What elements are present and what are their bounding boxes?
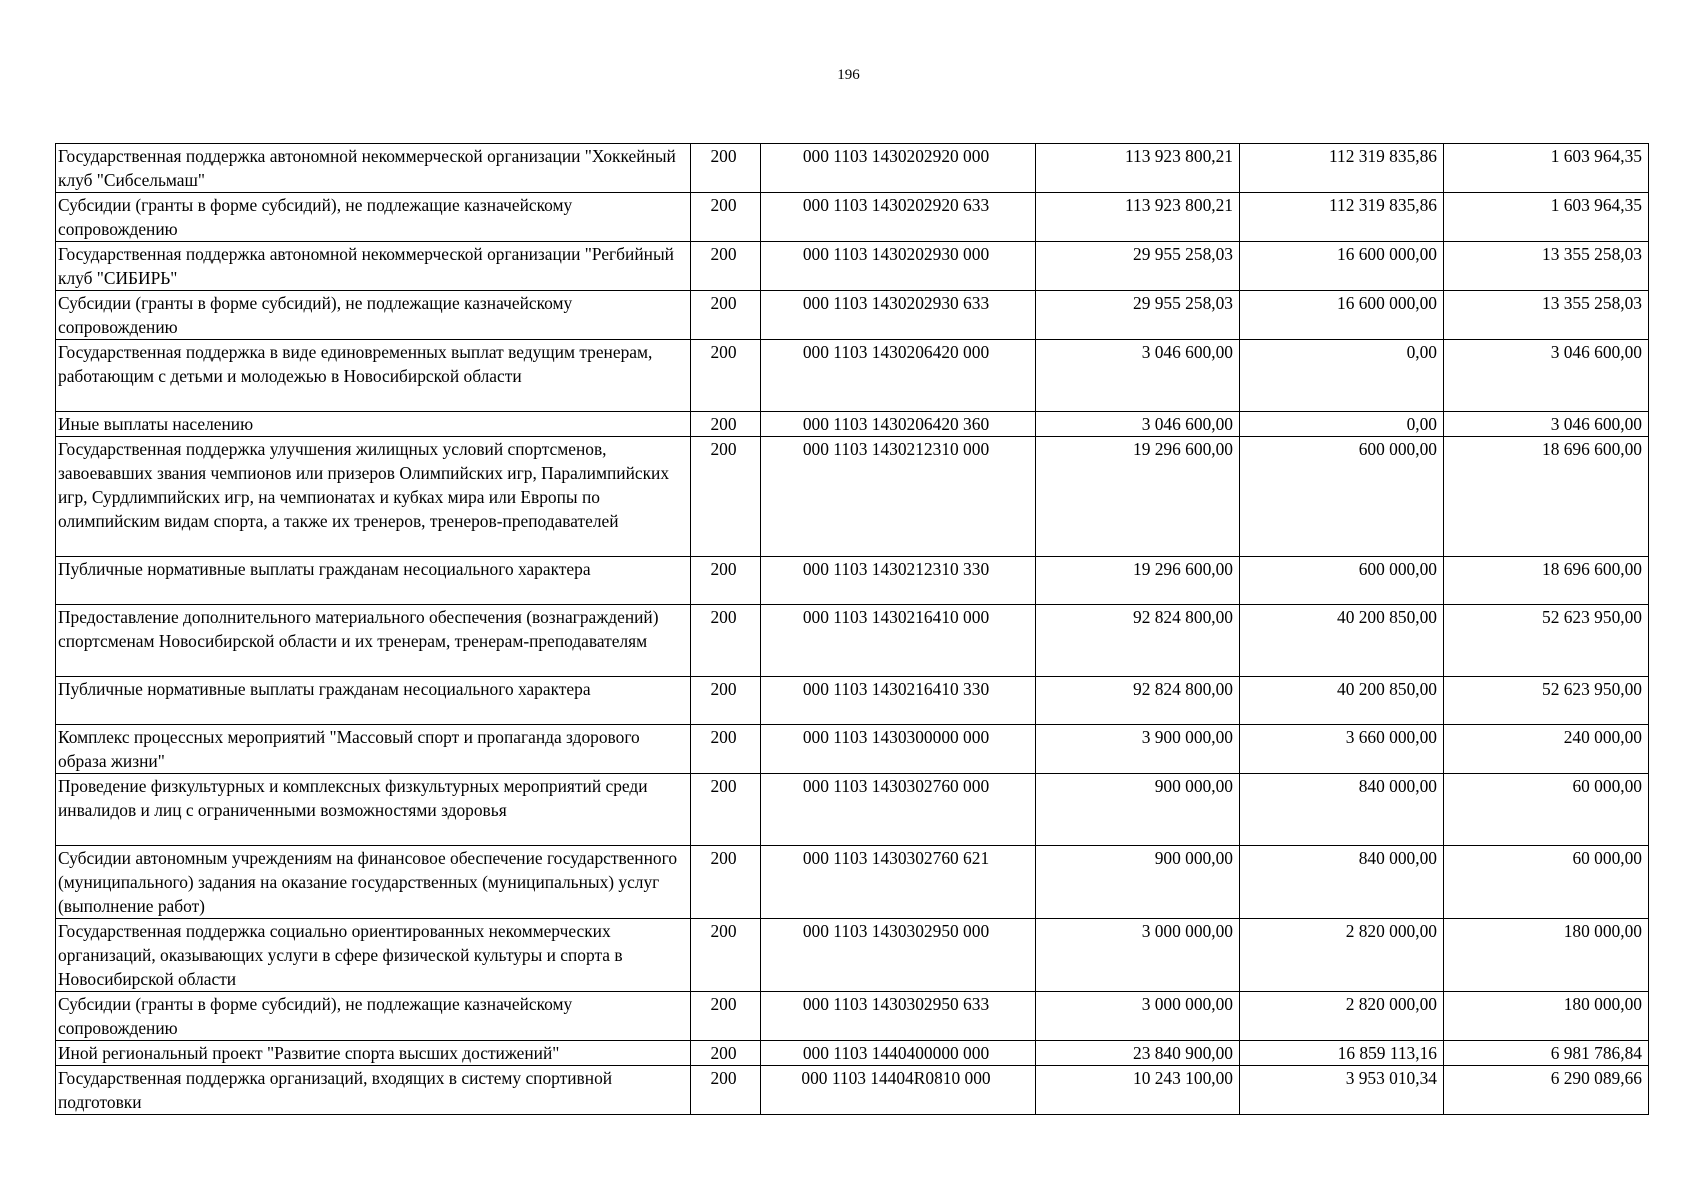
row-line-code-cell: 200	[691, 144, 761, 193]
row-unexecuted-amount-cell: 1 603 964,35	[1444, 193, 1649, 242]
row-budget-code-cell: 000 1103 1430302950 000	[761, 919, 1036, 992]
row-approved-amount-cell: 900 000,00	[1036, 774, 1240, 846]
row-name-cell: Иной региональный проект "Развитие спорта высших достижений"	[56, 1041, 691, 1066]
row-budget-code-cell: 000 1103 1430202920 000	[761, 144, 1036, 193]
row-executed-amount-cell: 840 000,00	[1240, 846, 1444, 919]
row-unexecuted-amount-cell: 6 290 089,66	[1444, 1066, 1649, 1115]
table-row	[56, 291, 1649, 340]
row-executed-amount-cell: 0,00	[1240, 340, 1444, 412]
row-budget-code-cell: 000 1103 1430212310 330	[761, 557, 1036, 605]
row-unexecuted-amount-cell: 60 000,00	[1444, 846, 1649, 919]
row-executed-amount-cell: 16 859 113,16	[1240, 1041, 1444, 1066]
row-executed-amount-cell: 16 600 000,00	[1240, 291, 1444, 340]
row-budget-code-cell: 000 1103 1430302760 621	[761, 846, 1036, 919]
row-name-cell: Субсидии (гранты в форме субсидий), не подлежащие казначейскому сопровождению	[56, 992, 691, 1041]
row-line-code-cell: 200	[691, 193, 761, 242]
row-budget-code-cell: 000 1103 1430302760 000	[761, 774, 1036, 846]
row-executed-amount-cell: 840 000,00	[1240, 774, 1444, 846]
row-name-cell: Государственная поддержка в виде единовременных выплат ведущим тренерам, работающим с детьми и молодежью в Новосибирской области	[56, 340, 691, 412]
row-line-code-cell: 200	[691, 340, 761, 412]
row-executed-amount-cell: 112 319 835,86	[1240, 144, 1444, 193]
row-unexecuted-amount-cell: 18 696 600,00	[1444, 437, 1649, 557]
table-row	[56, 1066, 1649, 1115]
table-row	[56, 605, 1649, 677]
table-row	[56, 992, 1649, 1041]
row-name-cell: Предоставление дополнительного материального обеспечения (вознаграждений) спортсменам Новосибирской области и их тренерам, тренерам-преподавателям	[56, 605, 691, 677]
row-unexecuted-amount-cell: 6 981 786,84	[1444, 1041, 1649, 1066]
row-unexecuted-amount-cell: 1 603 964,35	[1444, 144, 1649, 193]
row-name-cell: Иные выплаты населению	[56, 412, 691, 437]
row-name-cell: Проведение физкультурных и комплексных физкультурных мероприятий среди инвалидов и лиц с ограниченными возможностями здоровья	[56, 774, 691, 846]
row-name-cell: Публичные нормативные выплаты гражданам несоциального характера	[56, 677, 691, 725]
row-line-code-cell: 200	[691, 437, 761, 557]
row-budget-code-cell: 000 1103 1430212310 000	[761, 437, 1036, 557]
row-approved-amount-cell: 3 000 000,00	[1036, 919, 1240, 992]
row-approved-amount-cell: 19 296 600,00	[1036, 557, 1240, 605]
row-name-cell: Государственная поддержка социально ориентированных некоммерческих организаций, оказывающих услуги в сфере физической культуры и спорта в Новосибирской области	[56, 919, 691, 992]
row-budget-code-cell: 000 1103 1430216410 330	[761, 677, 1036, 725]
table-row	[56, 144, 1649, 193]
row-unexecuted-amount-cell: 52 623 950,00	[1444, 605, 1649, 677]
row-name-cell: Субсидии (гранты в форме субсидий), не подлежащие казначейскому сопровождению	[56, 193, 691, 242]
row-unexecuted-amount-cell: 3 046 600,00	[1444, 340, 1649, 412]
row-unexecuted-amount-cell: 60 000,00	[1444, 774, 1649, 846]
row-unexecuted-amount-cell: 13 355 258,03	[1444, 291, 1649, 340]
row-line-code-cell: 200	[691, 677, 761, 725]
row-name-cell: Субсидии автономным учреждениям на финансовое обеспечение государственного (муниципального) задания на оказание государственных (муниципальных) услуг (выполнение работ)	[56, 846, 691, 919]
row-name-cell: Публичные нормативные выплаты гражданам несоциального характера	[56, 557, 691, 605]
row-executed-amount-cell: 16 600 000,00	[1240, 242, 1444, 291]
row-approved-amount-cell: 113 923 800,21	[1036, 193, 1240, 242]
row-unexecuted-amount-cell: 3 046 600,00	[1444, 412, 1649, 437]
row-unexecuted-amount-cell: 18 696 600,00	[1444, 557, 1649, 605]
table-row	[56, 412, 1649, 437]
budget-table-body	[56, 144, 1649, 1115]
row-executed-amount-cell: 112 319 835,86	[1240, 193, 1444, 242]
row-line-code-cell: 200	[691, 605, 761, 677]
table-row	[56, 774, 1649, 846]
row-budget-code-cell: 000 1103 1430206420 000	[761, 340, 1036, 412]
row-name-cell: Государственная поддержка улучшения жилищных условий спортсменов, завоевавших звания чемпионов или призеров Олимпийских игр, Паралимпийских игр, Сурдлимпийских игр, на чемпионатах и кубках мира или Европы по олимпийским видам спорта, а также их тренеров, тренеров-преподавателей	[56, 437, 691, 557]
row-approved-amount-cell: 23 840 900,00	[1036, 1041, 1240, 1066]
row-unexecuted-amount-cell: 13 355 258,03	[1444, 242, 1649, 291]
row-name-cell: Государственная поддержка автономной некоммерческой организации "Регбийный клуб "СИБИРЬ"	[56, 242, 691, 291]
row-line-code-cell: 200	[691, 242, 761, 291]
row-line-code-cell: 200	[691, 557, 761, 605]
row-executed-amount-cell: 600 000,00	[1240, 557, 1444, 605]
page-number: 196	[837, 67, 860, 83]
row-approved-amount-cell: 3 046 600,00	[1036, 340, 1240, 412]
table-row	[56, 725, 1649, 774]
row-executed-amount-cell: 3 660 000,00	[1240, 725, 1444, 774]
row-executed-amount-cell: 0,00	[1240, 412, 1444, 437]
row-budget-code-cell: 000 1103 1430202930 000	[761, 242, 1036, 291]
row-name-cell: Комплекс процессных мероприятий "Массовый спорт и пропаганда здорового образа жизни"	[56, 725, 691, 774]
row-executed-amount-cell: 40 200 850,00	[1240, 677, 1444, 725]
row-executed-amount-cell: 2 820 000,00	[1240, 919, 1444, 992]
row-budget-code-cell: 000 1103 1430206420 360	[761, 412, 1036, 437]
row-budget-code-cell: 000 1103 1430202920 633	[761, 193, 1036, 242]
row-unexecuted-amount-cell: 52 623 950,00	[1444, 677, 1649, 725]
row-line-code-cell: 200	[691, 291, 761, 340]
row-executed-amount-cell: 3 953 010,34	[1240, 1066, 1444, 1115]
table-row	[56, 677, 1649, 725]
row-approved-amount-cell: 113 923 800,21	[1036, 144, 1240, 193]
row-line-code-cell: 200	[691, 919, 761, 992]
row-budget-code-cell: 000 1103 1430302950 633	[761, 992, 1036, 1041]
row-budget-code-cell: 000 1103 14404R0810 000	[761, 1066, 1036, 1115]
table-row	[56, 1041, 1649, 1066]
row-unexecuted-amount-cell: 180 000,00	[1444, 992, 1649, 1041]
row-name-cell: Государственная поддержка организаций, входящих в систему спортивной подготовки	[56, 1066, 691, 1115]
row-approved-amount-cell: 92 824 800,00	[1036, 605, 1240, 677]
row-line-code-cell: 200	[691, 992, 761, 1041]
row-line-code-cell: 200	[691, 774, 761, 846]
row-approved-amount-cell: 92 824 800,00	[1036, 677, 1240, 725]
row-approved-amount-cell: 29 955 258,03	[1036, 291, 1240, 340]
table-row	[56, 340, 1649, 412]
row-line-code-cell: 200	[691, 412, 761, 437]
row-budget-code-cell: 000 1103 1430300000 000	[761, 725, 1036, 774]
row-approved-amount-cell: 29 955 258,03	[1036, 242, 1240, 291]
table-row	[56, 437, 1649, 557]
row-unexecuted-amount-cell: 180 000,00	[1444, 919, 1649, 992]
row-budget-code-cell: 000 1103 1430216410 000	[761, 605, 1036, 677]
row-approved-amount-cell: 10 243 100,00	[1036, 1066, 1240, 1115]
table-row	[56, 557, 1649, 605]
table-row	[56, 193, 1649, 242]
row-name-cell: Субсидии (гранты в форме субсидий), не подлежащие казначейскому сопровождению	[56, 291, 691, 340]
row-approved-amount-cell: 19 296 600,00	[1036, 437, 1240, 557]
table-row	[56, 919, 1649, 992]
table-row	[56, 242, 1649, 291]
table-row	[56, 846, 1649, 919]
row-unexecuted-amount-cell: 240 000,00	[1444, 725, 1649, 774]
row-executed-amount-cell: 2 820 000,00	[1240, 992, 1444, 1041]
row-approved-amount-cell: 3 000 000,00	[1036, 992, 1240, 1041]
row-approved-amount-cell: 900 000,00	[1036, 846, 1240, 919]
row-budget-code-cell: 000 1103 1430202930 633	[761, 291, 1036, 340]
row-executed-amount-cell: 600 000,00	[1240, 437, 1444, 557]
row-line-code-cell: 200	[691, 1066, 761, 1115]
row-executed-amount-cell: 40 200 850,00	[1240, 605, 1444, 677]
row-approved-amount-cell: 3 046 600,00	[1036, 412, 1240, 437]
budget-table	[55, 143, 1649, 1115]
row-name-cell: Государственная поддержка автономной некоммерческой организации "Хоккейный клуб "Сибсельмаш"	[56, 144, 691, 193]
row-line-code-cell: 200	[691, 846, 761, 919]
row-budget-code-cell: 000 1103 1440400000 000	[761, 1041, 1036, 1066]
row-approved-amount-cell: 3 900 000,00	[1036, 725, 1240, 774]
row-line-code-cell: 200	[691, 1041, 761, 1066]
row-line-code-cell: 200	[691, 725, 761, 774]
